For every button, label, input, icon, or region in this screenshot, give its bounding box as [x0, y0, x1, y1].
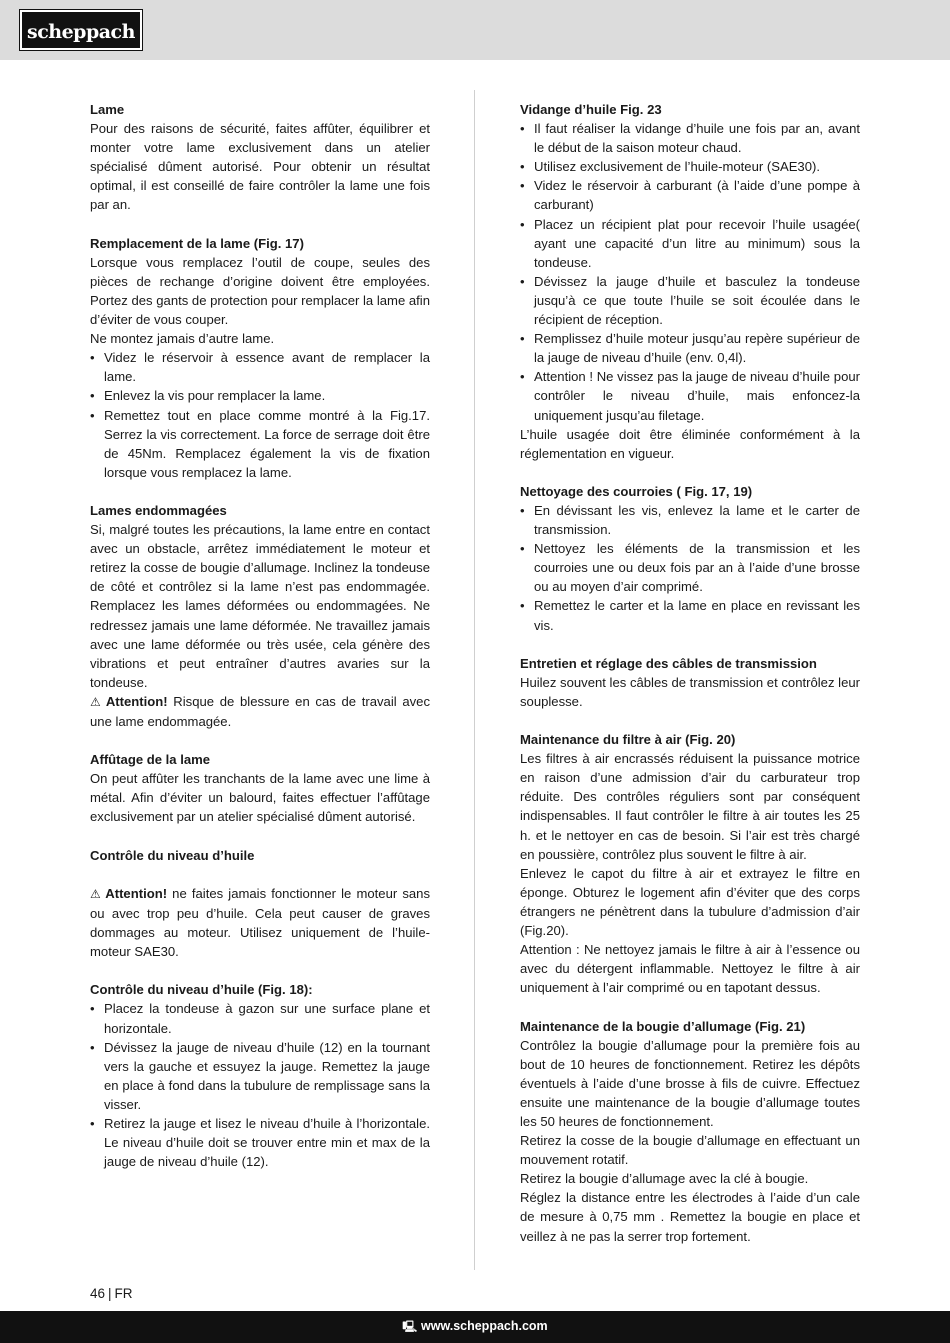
- section-title: Maintenance de la bougie d’allumage (Fig. 21): [520, 1018, 806, 1034]
- section-title: Vidange d’huile Fig. 23: [520, 102, 662, 117]
- warning-paragraph: [90, 692, 430, 731]
- language-code: FR: [114, 1286, 133, 1301]
- section-vidange: [520, 100, 860, 463]
- scheppach-logo: scheppach: [20, 10, 142, 50]
- section-title: Contrôle du niveau d’huile (Fig. 18):: [90, 982, 313, 998]
- list-item: • Retirez la jauge et lisez le niveau d’huile à l’horizontale. Le niveau d’huile doit se trouver entre min et max de la jauge de niveau d’huile (12).: [90, 1114, 430, 1171]
- section-controle-niveau-fig18: [90, 980, 430, 1171]
- separator: |: [108, 1286, 112, 1301]
- list-item: • Enlevez la vis pour remplacer la lame.: [90, 386, 430, 405]
- paragraph: Contrôlez la bougie d’allumage pour la première fois au bout de 10 heures de fonctionnement. Retirez les dépôts éventuels à l’aide d’une brosse à fils de cuivre. Effectuez ensuite une maintenance de la bougie d’allumage toutes les 50 heures de fonctionnement.: [520, 1037, 860, 1129]
- list-item: • Remplissez d’huile moteur jusqu’au repère supérieur de la jauge de niveau d’huile (env. 0,4l).: [520, 329, 860, 367]
- section-cables: [520, 654, 860, 711]
- paragraph: L’huile usagée doit être éliminée conformément à la réglementation en vigueur.: [520, 426, 860, 461]
- bullet-list: [90, 999, 430, 1171]
- paragraph: Si, malgré toutes les précautions, la lame entre en contact avec un obstacle, arrêtez immédiatement le moteur et retirez la cosse de bougie d’allumage. Inclinez la tondeuse de côté et contrôlez si la lame n’est pas endommagée. Remplacez les lames déformées ou endommagées. Ne redressez jamais une lame déformée. Ne travaillez jamais avec une lame déformée ou très usée, cela génère des vibrations et peut entraîner d’autres avaries sur la tondeuse.: [90, 522, 430, 690]
- computer-icon: 🖳: [402, 1320, 418, 1333]
- list-item: • Videz le réservoir à essence avant de remplacer la lame.: [90, 348, 430, 386]
- right-column: [520, 100, 860, 1265]
- paragraph: Retirez la bougie d’allumage avec la clé à bougie.: [520, 1171, 809, 1187]
- list-item: • Dévissez la jauge d’huile et basculez la tondeuse jusqu’à ce que toute l’huile se soit écoulée dans le récipient de réception.: [520, 272, 860, 329]
- paragraph: Retirez la cosse de la bougie d’allumage en effectuant un mouvement rotatif.: [520, 1133, 860, 1168]
- list-item: • Videz le réservoir à carburant (à l’aide d’une pompe à carburant): [520, 176, 860, 214]
- list-item: • Utilisez exclusivement de l’huile-moteur (SAE30).: [520, 157, 860, 176]
- paragraph: Pour des raisons de sécurité, faites affûter, équilibrer et monter votre lame exclusivement dans un atelier spécialisé dûment autorisé. Pour obtenir un résultat optimal, il est conseillé de faire contrôler la lame une fois par an.: [90, 121, 430, 213]
- list-item: • En dévissant les vis, enlevez la lame et le carter de transmission.: [520, 501, 860, 539]
- section-title: Contrôle du niveau d’huile: [90, 847, 255, 863]
- section-title: Remplacement de la lame (Fig. 17): [90, 235, 304, 251]
- paragraph: Enlevez le capot du filtre à air et extrayez le filtre en éponge. Obturez le logement afin d’éviter que des corps étrangers ne pénètrent dans la tubulure d’admission d’air (Fig.20).: [520, 865, 860, 939]
- paragraph: Huilez souvent les câbles de transmission et contrôlez leur souplesse.: [520, 674, 860, 709]
- list-item: • Attention ! Ne vissez pas la jauge de niveau d’huile pour contrôler le niveau d’huile, mais enfoncez-la uniquement jusqu’au filetage.: [520, 367, 860, 424]
- list-item: • Nettoyez les éléments de la transmission et les courroies une ou deux fois par an à l’aide d’une brosse ou au moyen d’air comprimé.: [520, 539, 860, 596]
- page-number: 46: [90, 1286, 106, 1301]
- bullet-list: [520, 119, 860, 425]
- column-divider: [474, 90, 475, 1270]
- paragraph: Attention : Ne nettoyez jamais le filtre à air à l’essence ou avec du détergent inflammable. Nettoyez le filtre à air uniquement à l’air comprimé ou en tapotant dessus.: [520, 942, 860, 996]
- page-footer: [90, 1286, 133, 1301]
- list-item: • Placez la tondeuse à gazon sur une surface plane et horizontale.: [90, 999, 430, 1037]
- section-affutage: [90, 750, 430, 826]
- section-title: Nettoyage des courroies ( Fig. 17, 19): [520, 483, 753, 499]
- section-lame: [90, 100, 430, 215]
- list-item: • Il faut réaliser la vidange d’huile une fois par an, avant le début de la saison moteur chaud.: [520, 119, 860, 157]
- section-lames-endommagees: [90, 501, 430, 731]
- warning-label: Attention!: [105, 693, 168, 709]
- warning-text: ne faites jamais fonctionner le moteur sans ou avec trop peu d’huile. Cela peut causer de graves dommages au moteur. Utilisez uniquement de l’huile-moteur SAE30.: [90, 885, 430, 960]
- website-link[interactable]: www.scheppach.com: [421, 1319, 548, 1333]
- warning-text: Risque de blessure en cas de travail avec une lame endommagée.: [90, 693, 430, 729]
- paragraph: Ne montez jamais d’autre lame.: [90, 331, 275, 347]
- footer-bar: [0, 1311, 950, 1343]
- paragraph: Lorsque vous remplacez l’outil de coupe, seules des pièces de rechange d’origine doivent être employées. Portez des gants de protection pour remplacer la lame afin d’éviter de vous couper.: [90, 254, 430, 328]
- warning-paragraph: [90, 884, 430, 961]
- list-item: • Remettez tout en place comme montré à la Fig.17. Serrez la vis correctement. La force de serrage doit être de 45Nm. Remplacez également la vis de fixation lorsque vous remplacez la lame.: [90, 406, 430, 482]
- list-item: • Placez un récipient plat pour recevoir l’huile usagée( ayant une capacité d’un litre au minimum) sous la tondeuse.: [520, 215, 860, 272]
- section-remplacement: [90, 234, 430, 482]
- bullet-list: [520, 501, 860, 635]
- section-title: Lame: [90, 102, 125, 117]
- list-item: • Remettez le carter et la lame en place en revissant les vis.: [520, 596, 860, 634]
- section-bougie: [520, 1017, 860, 1246]
- header-bar: [0, 0, 950, 60]
- left-column: [90, 100, 430, 1190]
- spacer: [90, 865, 430, 884]
- bullet-list: [90, 348, 430, 482]
- warning-triangle-icon: ⚠: [90, 886, 103, 901]
- list-item: • Dévissez la jauge de niveau d’huile (12) en la tournant vers la gauche et essuyez la jauge. Remettez la jauge en place à fond dans la tubulure de remplissage sans la visser.: [90, 1038, 430, 1114]
- paragraph: On peut affûter les tranchants de la lame avec une lime à métal. Afin d’éviter un balourd, faites effectuer l’affûtage exclusivement par un atelier spécialisé dûment autorisé.: [90, 771, 430, 825]
- section-title: Maintenance du filtre à air (Fig. 20): [520, 732, 736, 748]
- paragraph: Les filtres à air encrassés réduisent la puissance motrice en raison d’une admission d’air du carburateur trop réduite. Des contrôles réguliers sont par conséquent indispensables. Il faut contrôler le filtre à air toutes les 25 h. et le nettoyer en cas de besoin. Si l’air est très chargé en poussière, contrôlez plus souvent le filtre à air.: [520, 751, 860, 862]
- section-controle-niveau: [90, 846, 430, 962]
- section-courroies: [520, 482, 860, 635]
- warning-label: Attention!: [105, 885, 168, 901]
- section-filtre-air: [520, 730, 860, 997]
- paragraph: Réglez la distance entre les électrodes à l’aide d’un cale de mesure à 0,75 mm . Remettez la bougie en place et veillez à ne pas la serrer trop fortement.: [520, 1190, 860, 1244]
- section-title: Lames endommagées: [90, 502, 227, 518]
- section-title: Affûtage de la lame: [90, 752, 211, 768]
- section-title: Entretien et réglage des câbles de transmission: [520, 655, 817, 671]
- warning-triangle-icon: ⚠: [90, 694, 103, 709]
